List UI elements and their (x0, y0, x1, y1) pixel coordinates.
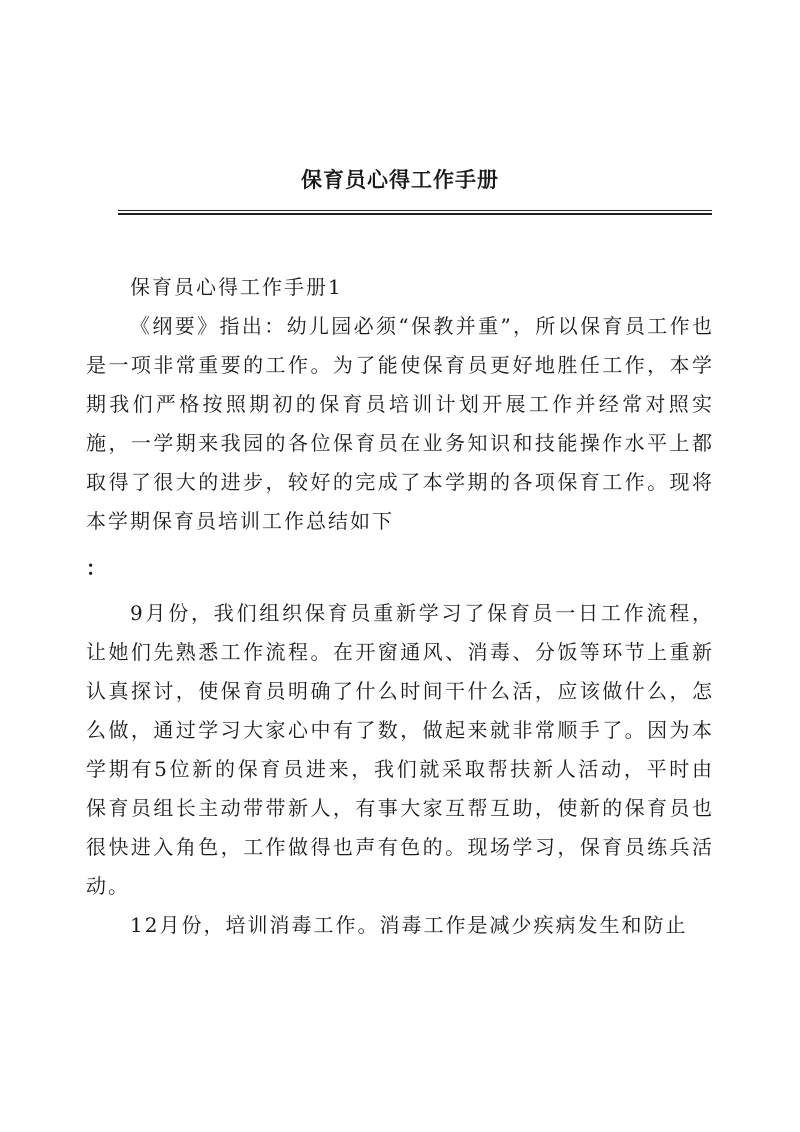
paragraph-colon: ： (86, 556, 108, 580)
paragraph-december: 12月份，培训消毒工作。消毒工作是减少疾病发生和防止 (130, 913, 688, 937)
document-body (86, 268, 714, 945)
title-divider-thin-line (118, 210, 712, 211)
paragraph-intro: 《纲要》指出：幼儿园必须“保教并重”，所以保育员工作也是一项非常重要的工作。为了能使保育员更好地胜任工作，本学期我们严格按照期初的保育员培训计划开展工作并经常对照实施，一学期来我园的各位保育员在业务知识和技能操作水平上都取得了很大的进步，较好的完成了本学期的各项保育工作。现将本学期保育员培训工作总结如下 (86, 314, 714, 533)
document-title: 保育员心得工作手册 (301, 167, 499, 192)
paragraph-september: 9月份，我们组织保育员重新学习了保育员一日工作流程，让她们先熟悉工作流程。在开窗通风、消毒、分饭等环节上重新认真探讨，使保育员明确了什么时间干什么活，应该做什么，怎么做，通过学习大家心中有了数，做起来就非常顺手了。因为本学期有5位新的保育员进来，我们就采取帮扶新人活动，平时由保育员组长主动带带新人，有事大家互帮互助，使新的保育员也很快进入角色，工作做得也声有色的。现场学习，保育员练兵活动。 (86, 601, 714, 898)
title-divider (118, 210, 712, 215)
section-heading: 保育员心得工作手册1 (130, 275, 343, 299)
title-divider-thick-line (118, 213, 712, 215)
